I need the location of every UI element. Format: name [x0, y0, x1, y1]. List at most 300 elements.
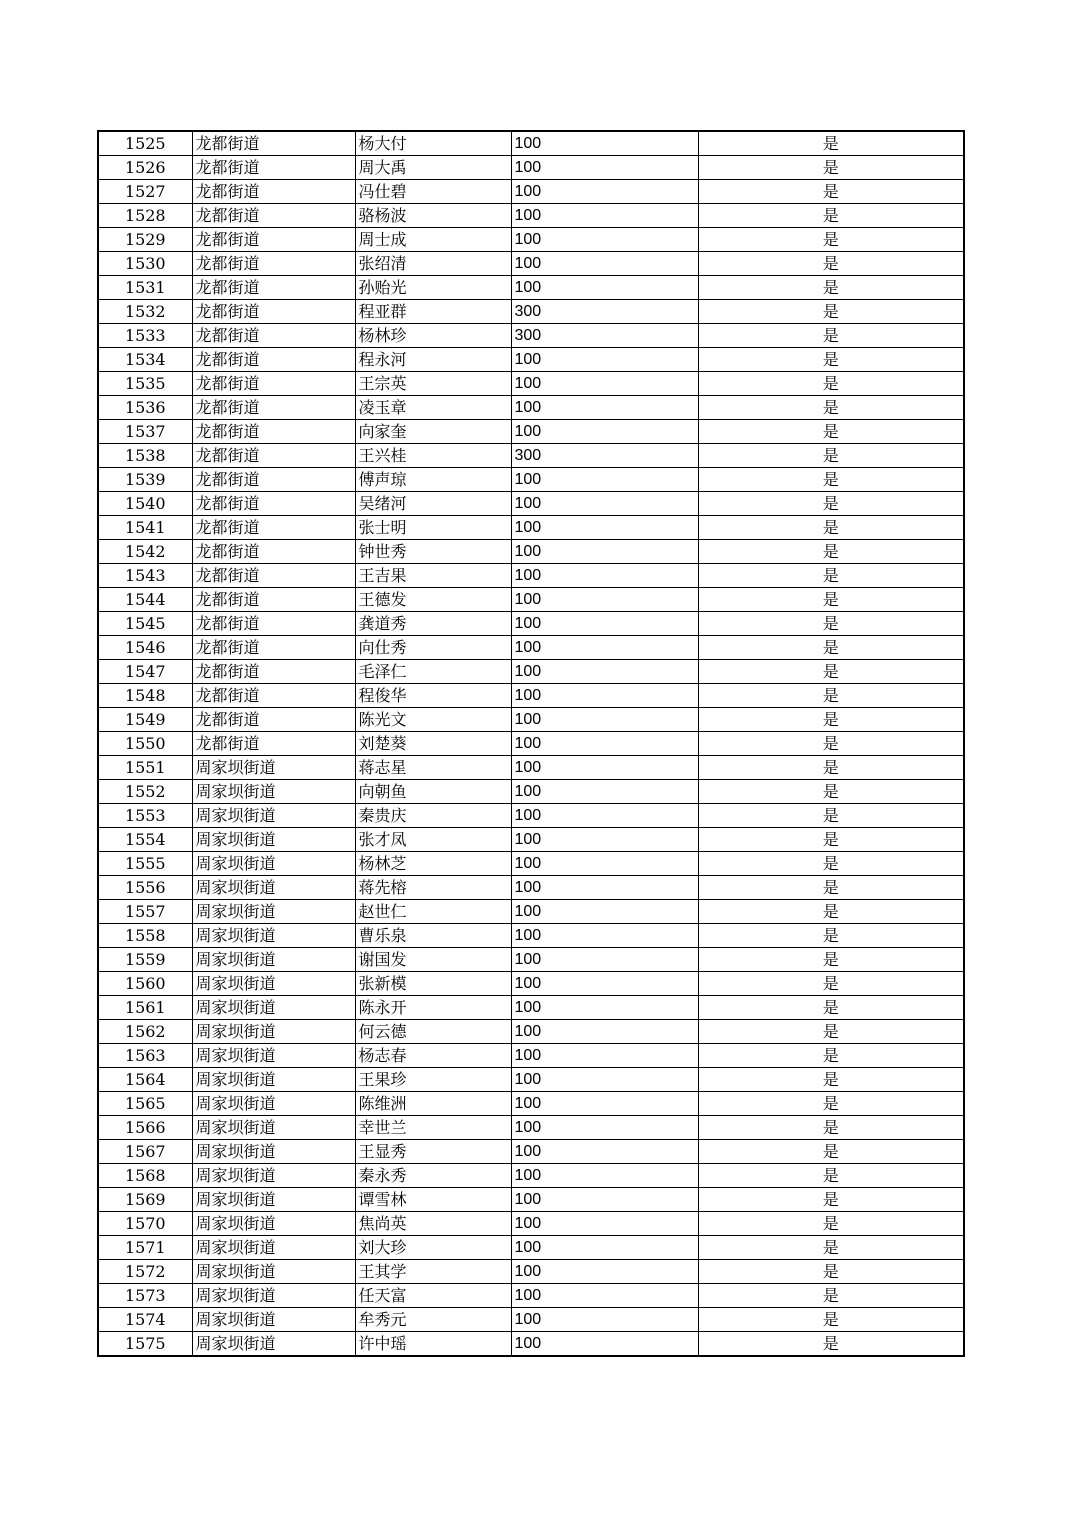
row-number-cell: 1558: [98, 924, 192, 948]
amount-cell: 100: [511, 780, 698, 804]
street-cell: 龙都街道: [192, 516, 355, 540]
person-name-cell: 许中瑶: [355, 1332, 511, 1357]
table-row: [98, 1236, 964, 1260]
flag-cell: 是: [698, 516, 964, 540]
person-name-cell: 陈永开: [355, 996, 511, 1020]
street-cell: 周家坝街道: [192, 1332, 355, 1357]
street-cell: 周家坝街道: [192, 1092, 355, 1116]
person-name-cell: 钟世秀: [355, 540, 511, 564]
flag-cell: 是: [698, 660, 964, 684]
table-row: [98, 612, 964, 636]
flag-cell: 是: [698, 564, 964, 588]
row-number-cell: 1551: [98, 756, 192, 780]
amount-cell: 100: [511, 180, 698, 204]
flag-cell: 是: [698, 1116, 964, 1140]
street-cell: 周家坝街道: [192, 1260, 355, 1284]
street-cell: 龙都街道: [192, 420, 355, 444]
person-name-cell: 王宗英: [355, 372, 511, 396]
flag-cell: 是: [698, 1284, 964, 1308]
flag-cell: 是: [698, 1188, 964, 1212]
street-cell: 周家坝街道: [192, 1116, 355, 1140]
flag-cell: 是: [698, 972, 964, 996]
amount-cell: 100: [511, 1092, 698, 1116]
flag-cell: 是: [698, 948, 964, 972]
table-row: [98, 1212, 964, 1236]
amount-cell: 100: [511, 228, 698, 252]
table-row: [98, 588, 964, 612]
person-name-cell: 毛泽仁: [355, 660, 511, 684]
amount-cell: 100: [511, 900, 698, 924]
table-row: [98, 564, 964, 588]
flag-cell: 是: [698, 780, 964, 804]
street-cell: 周家坝街道: [192, 900, 355, 924]
table-row: [98, 924, 964, 948]
amount-cell: 100: [511, 732, 698, 756]
person-name-cell: 向朝鱼: [355, 780, 511, 804]
amount-cell: 100: [511, 1068, 698, 1092]
street-cell: 周家坝街道: [192, 1164, 355, 1188]
amount-cell: 100: [511, 1164, 698, 1188]
street-cell: 周家坝街道: [192, 1140, 355, 1164]
flag-cell: 是: [698, 828, 964, 852]
person-name-cell: 谭雪林: [355, 1188, 511, 1212]
amount-cell: 100: [511, 1140, 698, 1164]
data-table: [97, 130, 965, 1357]
street-cell: 龙都街道: [192, 204, 355, 228]
table-row: [98, 252, 964, 276]
row-number-cell: 1531: [98, 276, 192, 300]
flag-cell: 是: [698, 1332, 964, 1357]
table-row: [98, 156, 964, 180]
table-body: [98, 131, 964, 1356]
person-name-cell: 蒋先榕: [355, 876, 511, 900]
row-number-cell: 1571: [98, 1236, 192, 1260]
flag-cell: 是: [698, 1092, 964, 1116]
street-cell: 周家坝街道: [192, 1212, 355, 1236]
street-cell: 龙都街道: [192, 348, 355, 372]
flag-cell: 是: [698, 732, 964, 756]
flag-cell: 是: [698, 1212, 964, 1236]
street-cell: 周家坝街道: [192, 948, 355, 972]
person-name-cell: 向仕秀: [355, 636, 511, 660]
amount-cell: 100: [511, 804, 698, 828]
person-name-cell: 张新模: [355, 972, 511, 996]
table-row: [98, 900, 964, 924]
flag-cell: 是: [698, 1308, 964, 1332]
row-number-cell: 1564: [98, 1068, 192, 1092]
street-cell: 周家坝街道: [192, 756, 355, 780]
row-number-cell: 1550: [98, 732, 192, 756]
street-cell: 龙都街道: [192, 732, 355, 756]
person-name-cell: 周大禹: [355, 156, 511, 180]
row-number-cell: 1530: [98, 252, 192, 276]
flag-cell: 是: [698, 996, 964, 1020]
amount-cell: 100: [511, 540, 698, 564]
person-name-cell: 杨志春: [355, 1044, 511, 1068]
flag-cell: 是: [698, 900, 964, 924]
row-number-cell: 1566: [98, 1116, 192, 1140]
row-number-cell: 1546: [98, 636, 192, 660]
person-name-cell: 冯仕碧: [355, 180, 511, 204]
amount-cell: 100: [511, 131, 698, 156]
street-cell: 周家坝街道: [192, 924, 355, 948]
person-name-cell: 程亚群: [355, 300, 511, 324]
table-row: [98, 300, 964, 324]
street-cell: 周家坝街道: [192, 828, 355, 852]
amount-cell: 100: [511, 1212, 698, 1236]
amount-cell: 100: [511, 1332, 698, 1357]
street-cell: 周家坝街道: [192, 1188, 355, 1212]
flag-cell: 是: [698, 372, 964, 396]
table-row: [98, 468, 964, 492]
amount-cell: 100: [511, 156, 698, 180]
row-number-cell: 1525: [98, 131, 192, 156]
flag-cell: 是: [698, 804, 964, 828]
street-cell: 周家坝街道: [192, 1308, 355, 1332]
row-number-cell: 1554: [98, 828, 192, 852]
row-number-cell: 1535: [98, 372, 192, 396]
flag-cell: 是: [698, 540, 964, 564]
table-row: [98, 540, 964, 564]
person-name-cell: 陈光文: [355, 708, 511, 732]
person-name-cell: 孙贻光: [355, 276, 511, 300]
row-number-cell: 1569: [98, 1188, 192, 1212]
amount-cell: 100: [511, 660, 698, 684]
table-row: [98, 684, 964, 708]
row-number-cell: 1572: [98, 1260, 192, 1284]
street-cell: 周家坝街道: [192, 1284, 355, 1308]
amount-cell: 100: [511, 852, 698, 876]
table-row: [98, 276, 964, 300]
row-number-cell: 1559: [98, 948, 192, 972]
person-name-cell: 杨林珍: [355, 324, 511, 348]
row-number-cell: 1563: [98, 1044, 192, 1068]
street-cell: 龙都街道: [192, 180, 355, 204]
flag-cell: 是: [698, 1236, 964, 1260]
amount-cell: 300: [511, 300, 698, 324]
amount-cell: 100: [511, 1260, 698, 1284]
flag-cell: 是: [698, 420, 964, 444]
amount-cell: 100: [511, 612, 698, 636]
table-row: [98, 876, 964, 900]
row-number-cell: 1560: [98, 972, 192, 996]
table-row: [98, 492, 964, 516]
amount-cell: 100: [511, 1188, 698, 1212]
person-name-cell: 向家奎: [355, 420, 511, 444]
row-number-cell: 1539: [98, 468, 192, 492]
person-name-cell: 蒋志星: [355, 756, 511, 780]
street-cell: 龙都街道: [192, 492, 355, 516]
street-cell: 周家坝街道: [192, 876, 355, 900]
amount-cell: 100: [511, 876, 698, 900]
street-cell: 周家坝街道: [192, 1020, 355, 1044]
flag-cell: 是: [698, 492, 964, 516]
amount-cell: 100: [511, 828, 698, 852]
table-row: [98, 1068, 964, 1092]
street-cell: 龙都街道: [192, 636, 355, 660]
amount-cell: 100: [511, 204, 698, 228]
flag-cell: 是: [698, 588, 964, 612]
amount-cell: 100: [511, 684, 698, 708]
person-name-cell: 刘大珍: [355, 1236, 511, 1260]
row-number-cell: 1542: [98, 540, 192, 564]
row-number-cell: 1565: [98, 1092, 192, 1116]
table-row: [98, 204, 964, 228]
street-cell: 龙都街道: [192, 684, 355, 708]
table-row: [98, 131, 964, 156]
table-row: [98, 660, 964, 684]
person-name-cell: 秦永秀: [355, 1164, 511, 1188]
row-number-cell: 1527: [98, 180, 192, 204]
table-row: [98, 1332, 964, 1357]
row-number-cell: 1573: [98, 1284, 192, 1308]
person-name-cell: 杨林芝: [355, 852, 511, 876]
person-name-cell: 刘楚葵: [355, 732, 511, 756]
flag-cell: 是: [698, 444, 964, 468]
person-name-cell: 何云德: [355, 1020, 511, 1044]
row-number-cell: 1553: [98, 804, 192, 828]
amount-cell: 100: [511, 996, 698, 1020]
person-name-cell: 王其学: [355, 1260, 511, 1284]
amount-cell: 100: [511, 636, 698, 660]
amount-cell: 100: [511, 948, 698, 972]
row-number-cell: 1536: [98, 396, 192, 420]
street-cell: 龙都街道: [192, 540, 355, 564]
street-cell: 周家坝街道: [192, 1044, 355, 1068]
flag-cell: 是: [698, 396, 964, 420]
flag-cell: 是: [698, 228, 964, 252]
person-name-cell: 张才凤: [355, 828, 511, 852]
table-row: [98, 348, 964, 372]
person-name-cell: 任天富: [355, 1284, 511, 1308]
flag-cell: 是: [698, 684, 964, 708]
flag-cell: 是: [698, 1020, 964, 1044]
flag-cell: 是: [698, 1068, 964, 1092]
table-row: [98, 1260, 964, 1284]
row-number-cell: 1541: [98, 516, 192, 540]
flag-cell: 是: [698, 1260, 964, 1284]
amount-cell: 100: [511, 1020, 698, 1044]
amount-cell: 100: [511, 1116, 698, 1140]
table-row: [98, 372, 964, 396]
street-cell: 周家坝街道: [192, 1236, 355, 1260]
table-row: [98, 516, 964, 540]
street-cell: 周家坝街道: [192, 780, 355, 804]
person-name-cell: 程俊华: [355, 684, 511, 708]
person-name-cell: 杨大付: [355, 131, 511, 156]
street-cell: 龙都街道: [192, 156, 355, 180]
amount-cell: 100: [511, 252, 698, 276]
row-number-cell: 1556: [98, 876, 192, 900]
person-name-cell: 张士明: [355, 516, 511, 540]
person-name-cell: 龚道秀: [355, 612, 511, 636]
row-number-cell: 1532: [98, 300, 192, 324]
table-row: [98, 756, 964, 780]
person-name-cell: 王兴桂: [355, 444, 511, 468]
person-name-cell: 张绍清: [355, 252, 511, 276]
flag-cell: 是: [698, 1164, 964, 1188]
street-cell: 周家坝街道: [192, 852, 355, 876]
street-cell: 龙都街道: [192, 276, 355, 300]
table-row: [98, 636, 964, 660]
person-name-cell: 王显秀: [355, 1140, 511, 1164]
table-row: [98, 996, 964, 1020]
street-cell: 龙都街道: [192, 708, 355, 732]
flag-cell: 是: [698, 1140, 964, 1164]
table-row: [98, 852, 964, 876]
row-number-cell: 1552: [98, 780, 192, 804]
amount-cell: 100: [511, 276, 698, 300]
flag-cell: 是: [698, 156, 964, 180]
flag-cell: 是: [698, 348, 964, 372]
street-cell: 龙都街道: [192, 588, 355, 612]
table-row: [98, 828, 964, 852]
amount-cell: 100: [511, 420, 698, 444]
street-cell: 龙都街道: [192, 300, 355, 324]
flag-cell: 是: [698, 1044, 964, 1068]
flag-cell: 是: [698, 204, 964, 228]
row-number-cell: 1562: [98, 1020, 192, 1044]
street-cell: 龙都街道: [192, 228, 355, 252]
row-number-cell: 1567: [98, 1140, 192, 1164]
table-row: [98, 804, 964, 828]
amount-cell: 100: [511, 492, 698, 516]
street-cell: 周家坝街道: [192, 1068, 355, 1092]
table-row: [98, 324, 964, 348]
table-row: [98, 1140, 964, 1164]
person-name-cell: 吴绪河: [355, 492, 511, 516]
amount-cell: 100: [511, 468, 698, 492]
flag-cell: 是: [698, 252, 964, 276]
row-number-cell: 1557: [98, 900, 192, 924]
amount-cell: 100: [511, 516, 698, 540]
flag-cell: 是: [698, 708, 964, 732]
row-number-cell: 1529: [98, 228, 192, 252]
person-name-cell: 牟秀元: [355, 1308, 511, 1332]
street-cell: 龙都街道: [192, 252, 355, 276]
street-cell: 龙都街道: [192, 131, 355, 156]
row-number-cell: 1555: [98, 852, 192, 876]
table-row: [98, 1044, 964, 1068]
street-cell: 龙都街道: [192, 468, 355, 492]
row-number-cell: 1568: [98, 1164, 192, 1188]
table-row: [98, 1020, 964, 1044]
table-row: [98, 708, 964, 732]
amount-cell: 100: [511, 348, 698, 372]
table-row: [98, 1164, 964, 1188]
flag-cell: 是: [698, 876, 964, 900]
row-number-cell: 1547: [98, 660, 192, 684]
amount-cell: 100: [511, 564, 698, 588]
flag-cell: 是: [698, 636, 964, 660]
person-name-cell: 焦尚英: [355, 1212, 511, 1236]
street-cell: 龙都街道: [192, 612, 355, 636]
person-name-cell: 王果珍: [355, 1068, 511, 1092]
row-number-cell: 1543: [98, 564, 192, 588]
row-number-cell: 1540: [98, 492, 192, 516]
flag-cell: 是: [698, 131, 964, 156]
person-name-cell: 程永河: [355, 348, 511, 372]
amount-cell: 100: [511, 756, 698, 780]
street-cell: 龙都街道: [192, 564, 355, 588]
flag-cell: 是: [698, 300, 964, 324]
row-number-cell: 1534: [98, 348, 192, 372]
table-row: [98, 1092, 964, 1116]
flag-cell: 是: [698, 324, 964, 348]
amount-cell: 100: [511, 972, 698, 996]
person-name-cell: 凌玉章: [355, 396, 511, 420]
amount-cell: 100: [511, 924, 698, 948]
street-cell: 周家坝街道: [192, 804, 355, 828]
row-number-cell: 1537: [98, 420, 192, 444]
row-number-cell: 1544: [98, 588, 192, 612]
row-number-cell: 1533: [98, 324, 192, 348]
person-name-cell: 骆杨波: [355, 204, 511, 228]
amount-cell: 100: [511, 396, 698, 420]
table-row: [98, 180, 964, 204]
person-name-cell: 周士成: [355, 228, 511, 252]
person-name-cell: 幸世兰: [355, 1116, 511, 1140]
row-number-cell: 1548: [98, 684, 192, 708]
table-row: [98, 780, 964, 804]
flag-cell: 是: [698, 756, 964, 780]
table-row: [98, 420, 964, 444]
street-cell: 周家坝街道: [192, 972, 355, 996]
table-row: [98, 1284, 964, 1308]
person-name-cell: 谢国发: [355, 948, 511, 972]
street-cell: 龙都街道: [192, 372, 355, 396]
table-row: [98, 444, 964, 468]
amount-cell: 100: [511, 1284, 698, 1308]
row-number-cell: 1570: [98, 1212, 192, 1236]
person-name-cell: 秦贵庆: [355, 804, 511, 828]
table-row: [98, 1308, 964, 1332]
flag-cell: 是: [698, 852, 964, 876]
row-number-cell: 1574: [98, 1308, 192, 1332]
person-name-cell: 王吉果: [355, 564, 511, 588]
table-row: [98, 1188, 964, 1212]
amount-cell: 100: [511, 1044, 698, 1068]
flag-cell: 是: [698, 180, 964, 204]
row-number-cell: 1575: [98, 1332, 192, 1357]
person-name-cell: 傅声琼: [355, 468, 511, 492]
row-number-cell: 1528: [98, 204, 192, 228]
person-name-cell: 王德发: [355, 588, 511, 612]
table-row: [98, 396, 964, 420]
flag-cell: 是: [698, 468, 964, 492]
amount-cell: 100: [511, 1236, 698, 1260]
table-row: [98, 732, 964, 756]
row-number-cell: 1561: [98, 996, 192, 1020]
amount-cell: 100: [511, 372, 698, 396]
street-cell: 龙都街道: [192, 444, 355, 468]
flag-cell: 是: [698, 276, 964, 300]
table-row: [98, 972, 964, 996]
flag-cell: 是: [698, 924, 964, 948]
person-name-cell: 曹乐泉: [355, 924, 511, 948]
row-number-cell: 1549: [98, 708, 192, 732]
row-number-cell: 1526: [98, 156, 192, 180]
person-name-cell: 陈维洲: [355, 1092, 511, 1116]
table-row: [98, 948, 964, 972]
street-cell: 龙都街道: [192, 396, 355, 420]
street-cell: 龙都街道: [192, 660, 355, 684]
amount-cell: 100: [511, 1308, 698, 1332]
table-row: [98, 228, 964, 252]
row-number-cell: 1545: [98, 612, 192, 636]
table-row: [98, 1116, 964, 1140]
flag-cell: 是: [698, 612, 964, 636]
